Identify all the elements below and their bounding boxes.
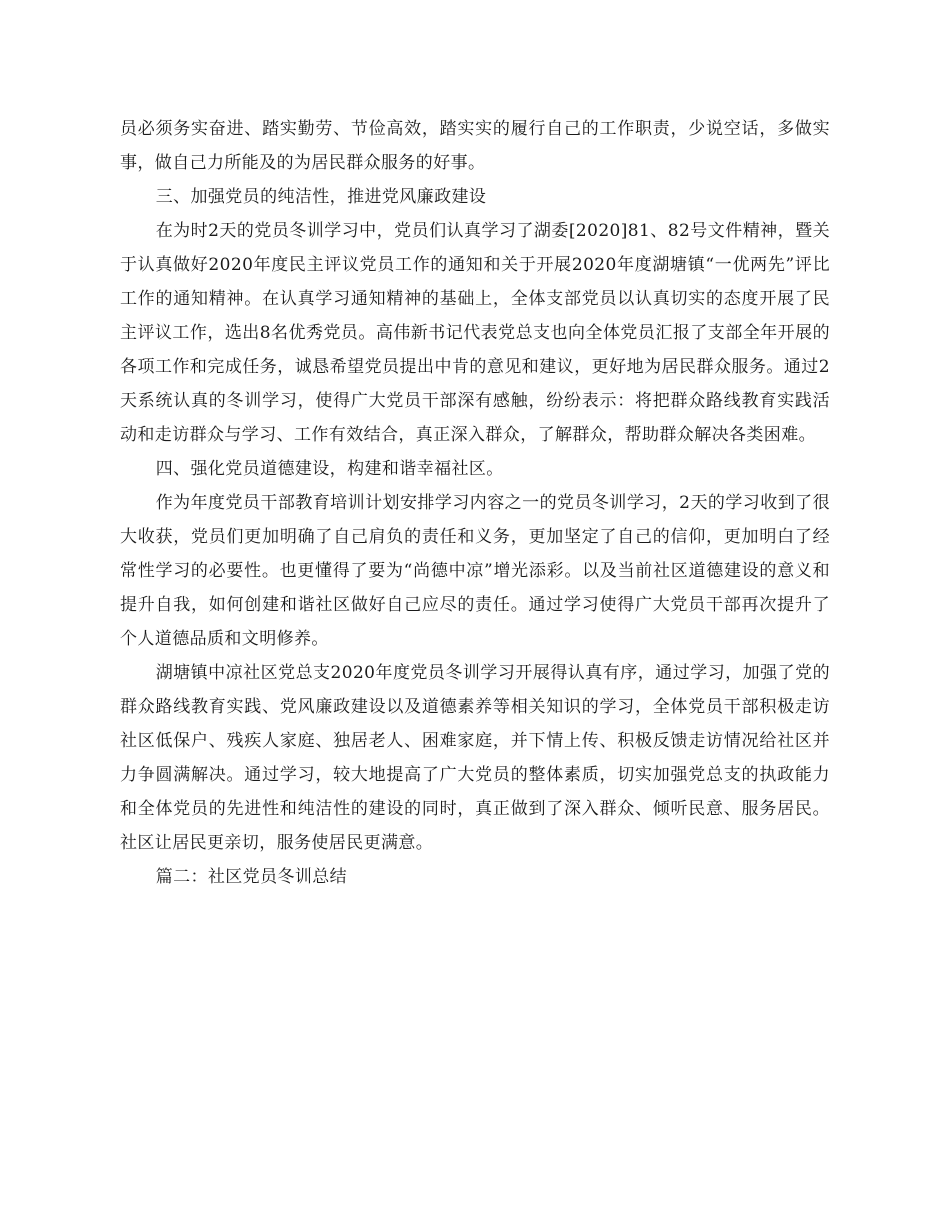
section-heading-4: 四、强化党员道德建设，构建和谐幸福社区。 xyxy=(155,459,504,479)
article-heading-2: 篇二：社区党员冬训总结 xyxy=(155,867,348,887)
paragraph-continuation: 员必须务实奋进、踏实勤劳、节俭高效，踏实实的履行自己的工作职责，少说空话，多做实事，做自己力所能及的为居民群众服务的好事。 xyxy=(120,119,830,173)
paragraph-winter-training: 在为时2天的党员冬训学习中，党员们认真学习了湖委[2020]81、82号文件精神，暨关于认真做好2020年度民主评议党员工作的通知和关于开展2020年度湖塘镇“一优两先”评比工作的通知精神。在认真学习通知精神的基础上，全体支部党员以认真切实的态度开展了民主评议工作，选出8名优秀党员。高伟新书记代表党总支也向全体党员汇报了支部全年开展的各项工作和完成任务，诚恳希望党员提出中肯的意见和建议，更好地为居民群众服务。通过2天系统认真的冬训学习，使得广大党员干部深有感触，纷纷表示：将把群众路线教育实践活动和走访群众与学习、工作有效结合，真正深入群众，了解群众，帮助群众解决各类困难。 xyxy=(120,221,830,445)
paragraph-moral-building: 作为年度党员干部教育培训计划安排学习内容之一的党员冬训学习，2天的学习收到了很大收获，党员们更加明确了自己肩负的责任和义务，更加坚定了自己的信仰，更加明白了经常性学习的必要性。也更懂得了要为“尚德中凉”增光添彩。以及当前社区道德建设的意义和提升自我，如何创建和谐社区做好自己应尽的责任。通过学习使得广大党员干部再次提升了个人道德品质和文明修养。 xyxy=(120,493,830,649)
section-heading-3: 三、加强党员的纯洁性，推进党风廉政建设 xyxy=(155,187,487,207)
document-body xyxy=(120,112,830,894)
paragraph-summary: 湖塘镇中凉社区党总支2020年度党员冬训学习开展得认真有序，通过学习，加强了党的群众路线教育实践、党风廉政建设以及道德素养等相关知识的学习，全体党员干部积极走访社区低保户、残疾人家庭、独居老人、困难家庭，并下情上传、积极反馈走访情况给社区并力争圆满解决。通过学习，较大地提高了广大党员的整体素质，切实加强党总支的执政能力和全体党员的先进性和纯洁性的建设的同时，真正做到了深入群众、倾听民意、服务居民。社区让居民更亲切，服务使居民更满意。 xyxy=(120,663,830,853)
